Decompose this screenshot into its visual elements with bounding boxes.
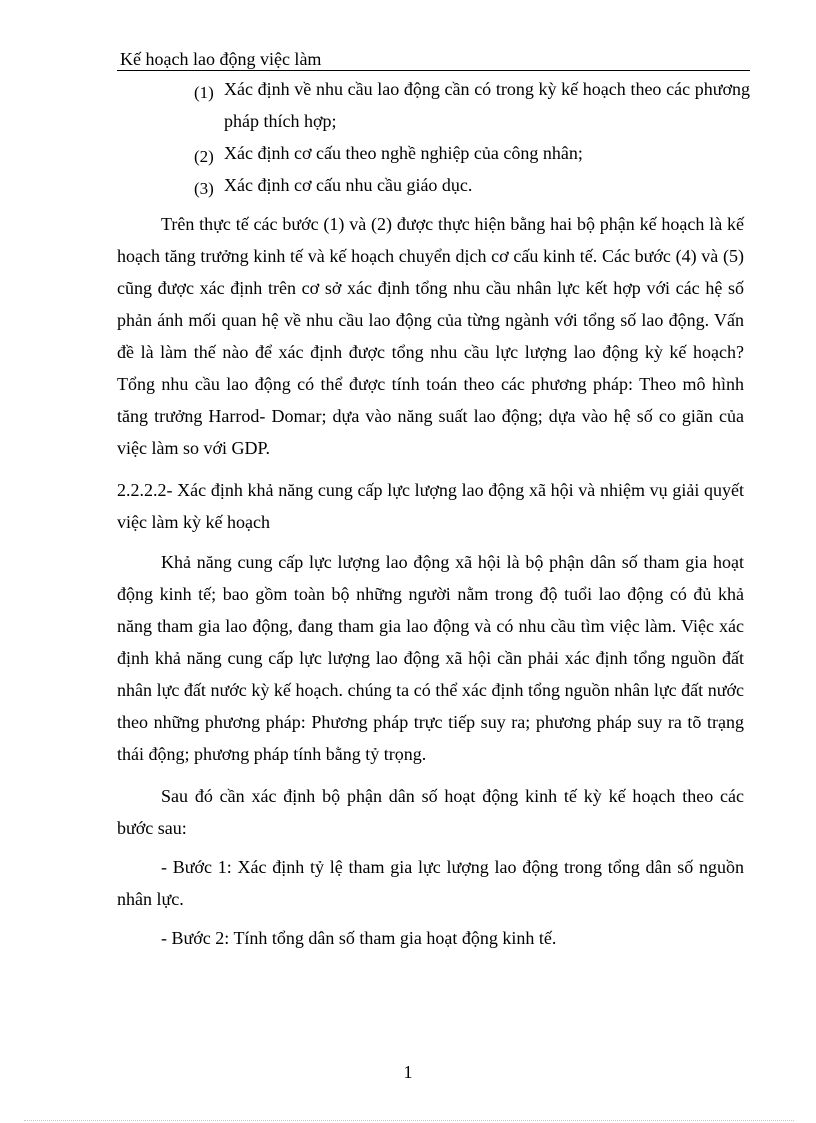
list-item — [194, 137, 750, 169]
list-item-number: (2) — [194, 147, 214, 166]
section-heading: 2.2.2.2- Xác định khả năng cung cấp lực lượng lao động xã hội và nhiệm vụ giải quyết việc làm kỳ kế hoạch — [117, 480, 744, 532]
page-header — [117, 44, 750, 71]
list-item-text: Xác định cơ cấu theo nghề nghiệp của công nhân; — [224, 143, 583, 163]
paragraph-steps-intro: Sau đó cần xác định bộ phận dân số hoạt động kinh tế kỳ kế hoạch theo các bước sau: — [117, 786, 744, 838]
paragraph-labor-supply: Khả năng cung cấp lực lượng lao động xã hội là bộ phận dân số tham gia hoạt động kinh tế; bao gồm toàn bộ những người nằm trong độ tuổi lao động có đủ khả năng tham gia lao động, đang tham gia lao động và có nhu cầu tìm việc làm. Việc xác định khả năng cung cấp lực lượng lao động xã hội cần phải xác định tổng nguồn đất nhân lực đất nước kỳ kế hoạch. chúng ta có thể xác định tổng nguồn nhân lực đất nước theo những phương pháp: Phương pháp trực tiếp suy ra; phương pháp suy ra tõ trạng thái động; phương pháp tính bằng tỷ trọng. — [117, 552, 744, 764]
list-item-number: (1) — [194, 83, 214, 102]
header-title: Kế hoạch lao động việc làm — [120, 49, 322, 69]
list-item-text: Xác định cơ cấu nhu cầu giáo dục. — [224, 175, 473, 195]
paragraph-total-demand: Trên thực tế các bước (1) và (2) được thực hiện bằng hai bộ phận kế hoạch là kế hoạch tăng trưởng kinh tế và kế hoạch chuyển dịch cơ cấu kinh tế. Các bước (4) và (5) cũng được xác định trên cơ sở xác định tổng nhu cầu nhân lực kết hợp với các hệ số phản ánh mối quan hệ về nhu cầu lao động của từng ngành với tổng số lao động. Vấn đề là làm thế nào để xác định được tổng nhu cầu lực lượng lao động kỳ kế hoạch? Tổng nhu cầu lao động có thể được tính toán theo các phương pháp: Theo mô hình tăng trưởng Harrod- Domar; dựa vào năng suất lao động; dựa vào hệ số co giãn của việc làm so với GDP. — [117, 214, 744, 458]
footer-divider — [24, 1120, 794, 1121]
list-item — [194, 169, 750, 201]
list-item-number: (3) — [194, 179, 214, 198]
list-item-text: Xác định về nhu cầu lao động cần có trong kỳ kế hoạch theo các phương pháp thích hợp; — [224, 79, 750, 131]
paragraph-step-1: - Bước 1: Xác định tỷ lệ tham gia lực lượng lao động trong tổng dân số nguồn nhân lực. — [117, 857, 744, 909]
page-number: 1 — [403, 1062, 413, 1082]
paragraph-step-2: - Bước 2: Tính tổng dân số tham gia hoạt động kinh tế. — [161, 928, 557, 948]
numbered-list — [194, 73, 750, 201]
list-item — [194, 73, 750, 137]
